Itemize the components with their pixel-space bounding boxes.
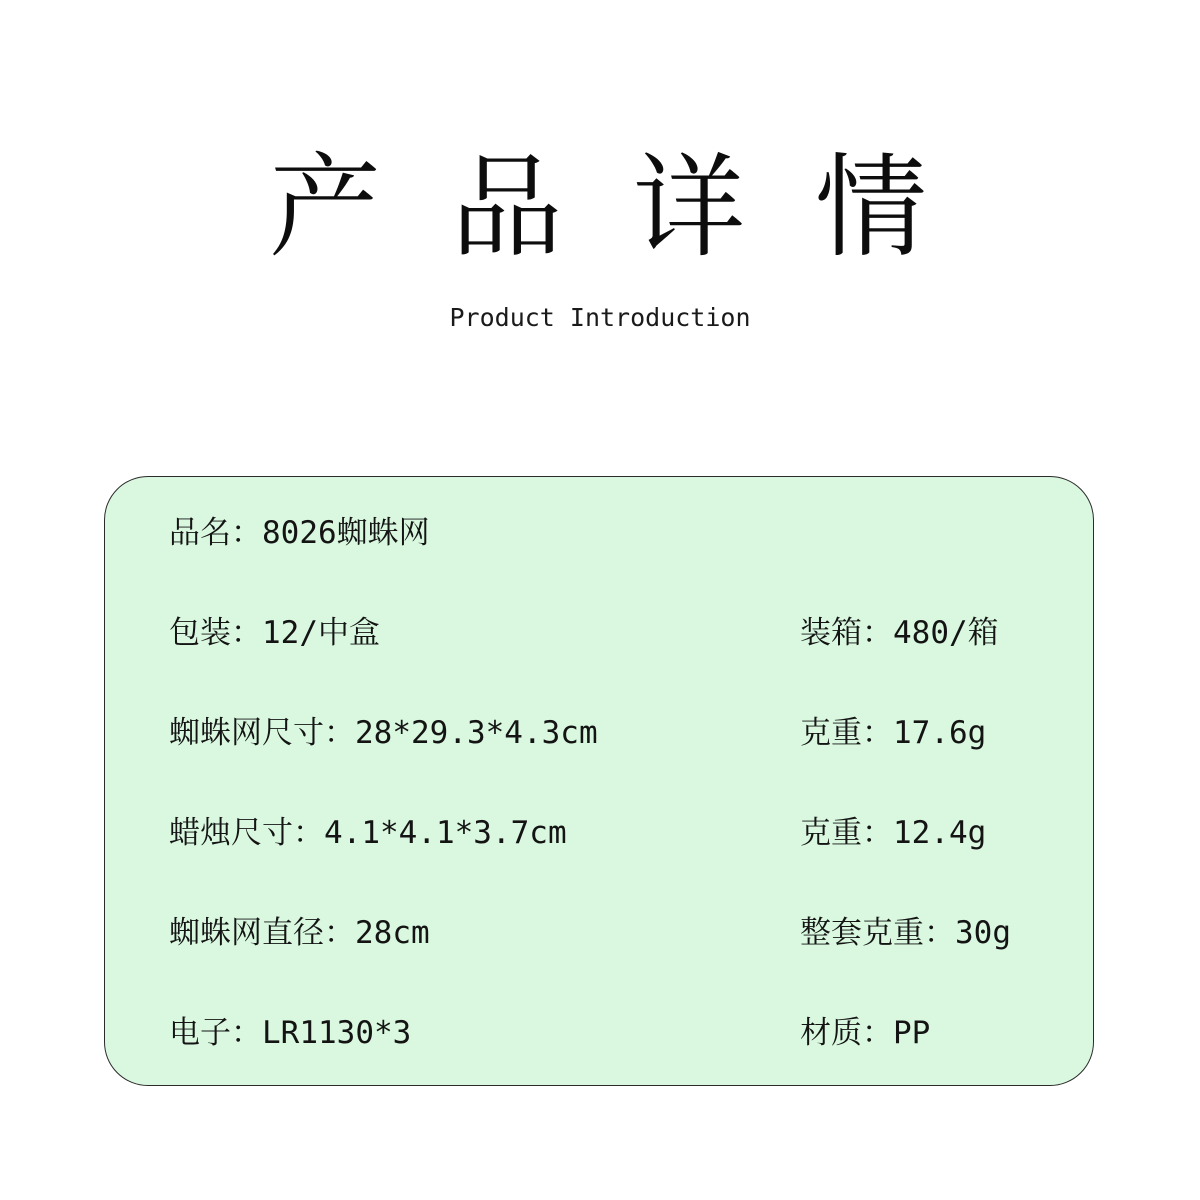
web-weight: 克重：17.6g (800, 715, 987, 751)
title-char-4: 情 (815, 143, 927, 273)
title-char-2: 品 (451, 143, 563, 273)
title-char-3: 详 (633, 143, 745, 273)
battery-info: 电子：LR1130*3 (169, 1015, 412, 1051)
title-char-1: 产 (269, 143, 381, 273)
packaging-info: 包装：12/中盒 (169, 615, 380, 651)
product-name: 品名：8026蜘蛛网 (169, 515, 430, 551)
total-weight: 整套克重：30g (800, 915, 1011, 951)
candle-weight: 克重：12.4g (800, 815, 987, 851)
page-subtitle: Product Introduction (449, 303, 751, 332)
carton-quantity: 装箱：480/箱 (800, 615, 999, 651)
page-title (0, 138, 1200, 278)
candle-size: 蜡烛尺寸：4.1*4.1*3.7cm (169, 815, 567, 851)
web-diameter: 蜘蛛网直径：28cm (169, 915, 430, 951)
product-info-panel (104, 476, 1094, 1086)
material-info: 材质：PP (800, 1015, 931, 1051)
web-size: 蜘蛛网尺寸：28*29.3*4.3cm (169, 715, 598, 751)
